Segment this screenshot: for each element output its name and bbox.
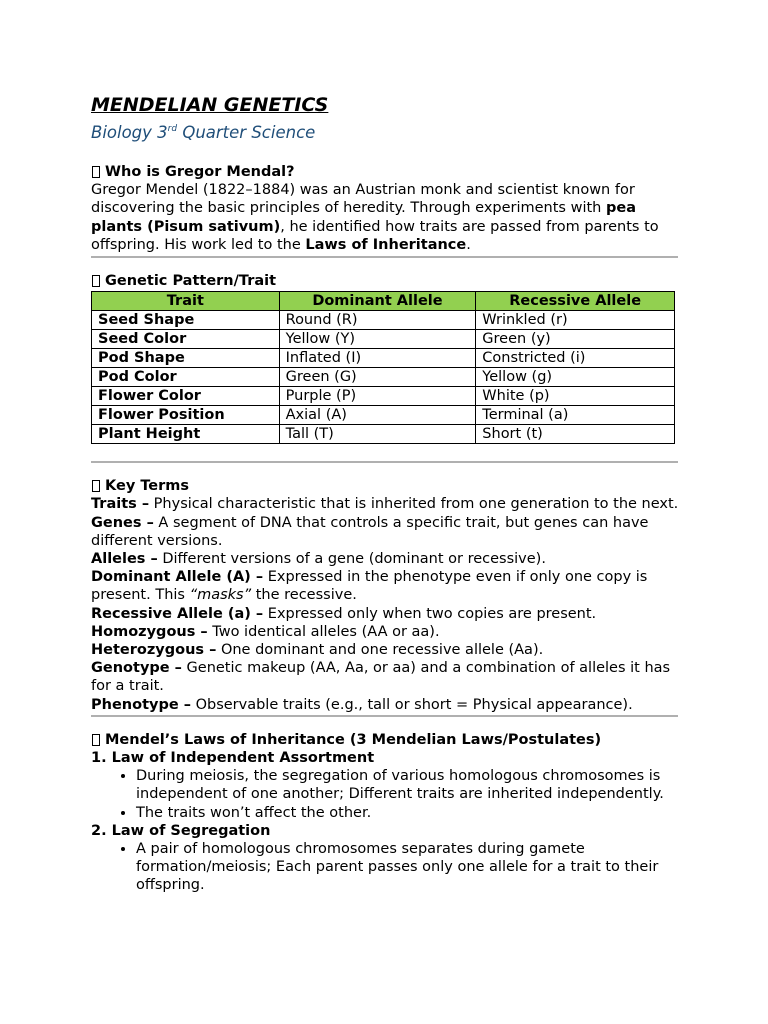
document-title: MENDELIAN GENETICS [91,94,329,116]
trait-cell: Pod Shape [92,349,280,368]
table-row [92,349,675,368]
term-definition: Expressed in the phenotype even if only one copy is present. This [91,569,648,604]
trait-cell: Flower Position [92,406,280,425]
term-name: Genes – [91,514,154,531]
recessive-cell: White (p) [476,387,675,406]
document-subtitle [91,118,681,144]
table-row [92,330,675,349]
term-item [91,623,681,641]
dominant-cell: Round (R) [279,311,476,330]
dominant-cell: Yellow (Y) [279,330,476,349]
box-glyph-icon [92,480,100,492]
intro-text-2: , he identified how traits are passed from parents to offspring. His work led to the [91,218,659,253]
term-item [91,550,681,568]
term-item [91,568,681,604]
dominant-cell: Purple (P) [279,387,476,406]
table-row [92,387,675,406]
table-row [92,311,675,330]
term-name: Heterozygous – [91,642,217,659]
key-terms-heading-text: Key Terms [105,478,190,495]
recessive-cell: Yellow (g) [476,368,675,387]
term-name: Genotype – [91,660,182,677]
term-definition: Genetic makeup (AA, Aa, or aa) and a combination of alleles it has for a trait. [91,660,671,695]
table-header-cell: Trait [92,292,280,311]
traits-heading [91,272,681,290]
table-header-cell: Dominant Allele [279,292,476,311]
trait-cell: Pod Color [92,368,280,387]
laws-heading-text: Mendel’s Laws of Inheritance (3 Mendelian Laws/Postulates) [105,731,602,748]
table-header-cell: Recessive Allele [476,292,675,311]
table-row [92,406,675,425]
intro-text-3: . [466,236,471,253]
term-name: Alleles – [91,551,158,568]
traits-table [91,291,675,444]
traits-heading-text: Genetic Pattern/Trait [105,273,277,290]
law-1-bullets [91,767,681,822]
term-name: Homozygous – [91,623,208,640]
trait-cell: Seed Color [92,330,280,349]
key-terms-list [91,495,681,713]
term-definition: Physical characteristic that is inherited from one generation to the next. [149,496,679,513]
recessive-cell: Wrinkled (r) [476,311,675,330]
laws-heading [91,731,681,749]
trait-cell: Seed Shape [92,311,280,330]
box-glyph-icon [92,734,100,746]
term-definition: One dominant and one recessive allele (Aa). [216,642,544,659]
term-emphasis: “masks” [189,587,252,604]
recessive-cell: Constricted (i) [476,349,675,368]
key-terms-heading [91,477,681,495]
document-content [91,93,681,895]
trait-cell: Plant Height [92,425,280,444]
subtitle-superscript: rd [167,124,178,134]
term-definition: Two identical alleles (AA or aa). [207,623,440,640]
term-item [91,641,681,659]
table-row [92,425,675,444]
box-glyph-icon [92,166,100,178]
list-item: • A pair of homologous chromosomes separates during gamete formation/meiosis; Each parent passes only one allele for a trait to their offspring. [136,840,681,895]
list-item: • The traits won’t affect the other. [136,804,681,822]
list-item: • During meiosis, the segregation of various homologous chromosomes is independent of one another; Different traits are inherited independently. [136,767,681,803]
table-header-row [92,292,675,311]
law-2-title: 2. Law of Segregation [91,822,271,839]
dominant-cell: Tall (T) [279,425,476,444]
dominant-cell: Green (G) [279,368,476,387]
law-1-title: 1. Law of Independent Assortment [91,750,375,767]
subtitle-prefix: Biology 3 [91,123,168,142]
term-name: Dominant Allele (A) – [91,569,264,586]
term-definition: Observable traits (e.g., tall or short = Physical appearance). [190,696,633,713]
term-name: Phenotype – [91,696,191,713]
term-name: Recessive Allele (a) – [91,605,264,622]
term-name: Traits – [91,496,150,513]
term-item [91,495,681,513]
dominant-cell: Inflated (I) [279,349,476,368]
dominant-cell: Axial (A) [279,406,476,425]
intro-heading [91,163,681,181]
term-definition-cont: the recessive. [251,587,357,604]
trait-cell: Flower Color [92,387,280,406]
table-row [92,368,675,387]
intro-bold-laws: Laws of Inheritance [305,236,467,253]
box-glyph-icon [92,275,100,287]
law-2-bullets [91,840,681,895]
recessive-cell: Terminal (a) [476,406,675,425]
term-item [91,659,681,695]
intro-heading-text: Who is Gregor Mendal? [105,164,295,180]
term-definition: Different versions of a gene (dominant or recessive). [157,551,546,568]
intro-bold-pea-plants: pea plants (Pisum sativum) [91,200,636,235]
intro-text-1: Gregor Mendel (1822–1884) was an Austrian monk and scientist known for discovering the basic principles of heredity. Through experiments with [91,182,635,217]
intro-paragraph [91,181,681,254]
recessive-cell: Green (y) [476,330,675,349]
subtitle-suffix: Quarter Science [177,123,316,142]
term-definition: Expressed only when two copies are present. [263,605,597,622]
term-item [91,696,681,714]
term-definition: A segment of DNA that controls a specific trait, but genes can have different versions. [91,514,649,549]
term-item [91,605,681,623]
term-item [91,514,681,550]
recessive-cell: Short (t) [476,425,675,444]
